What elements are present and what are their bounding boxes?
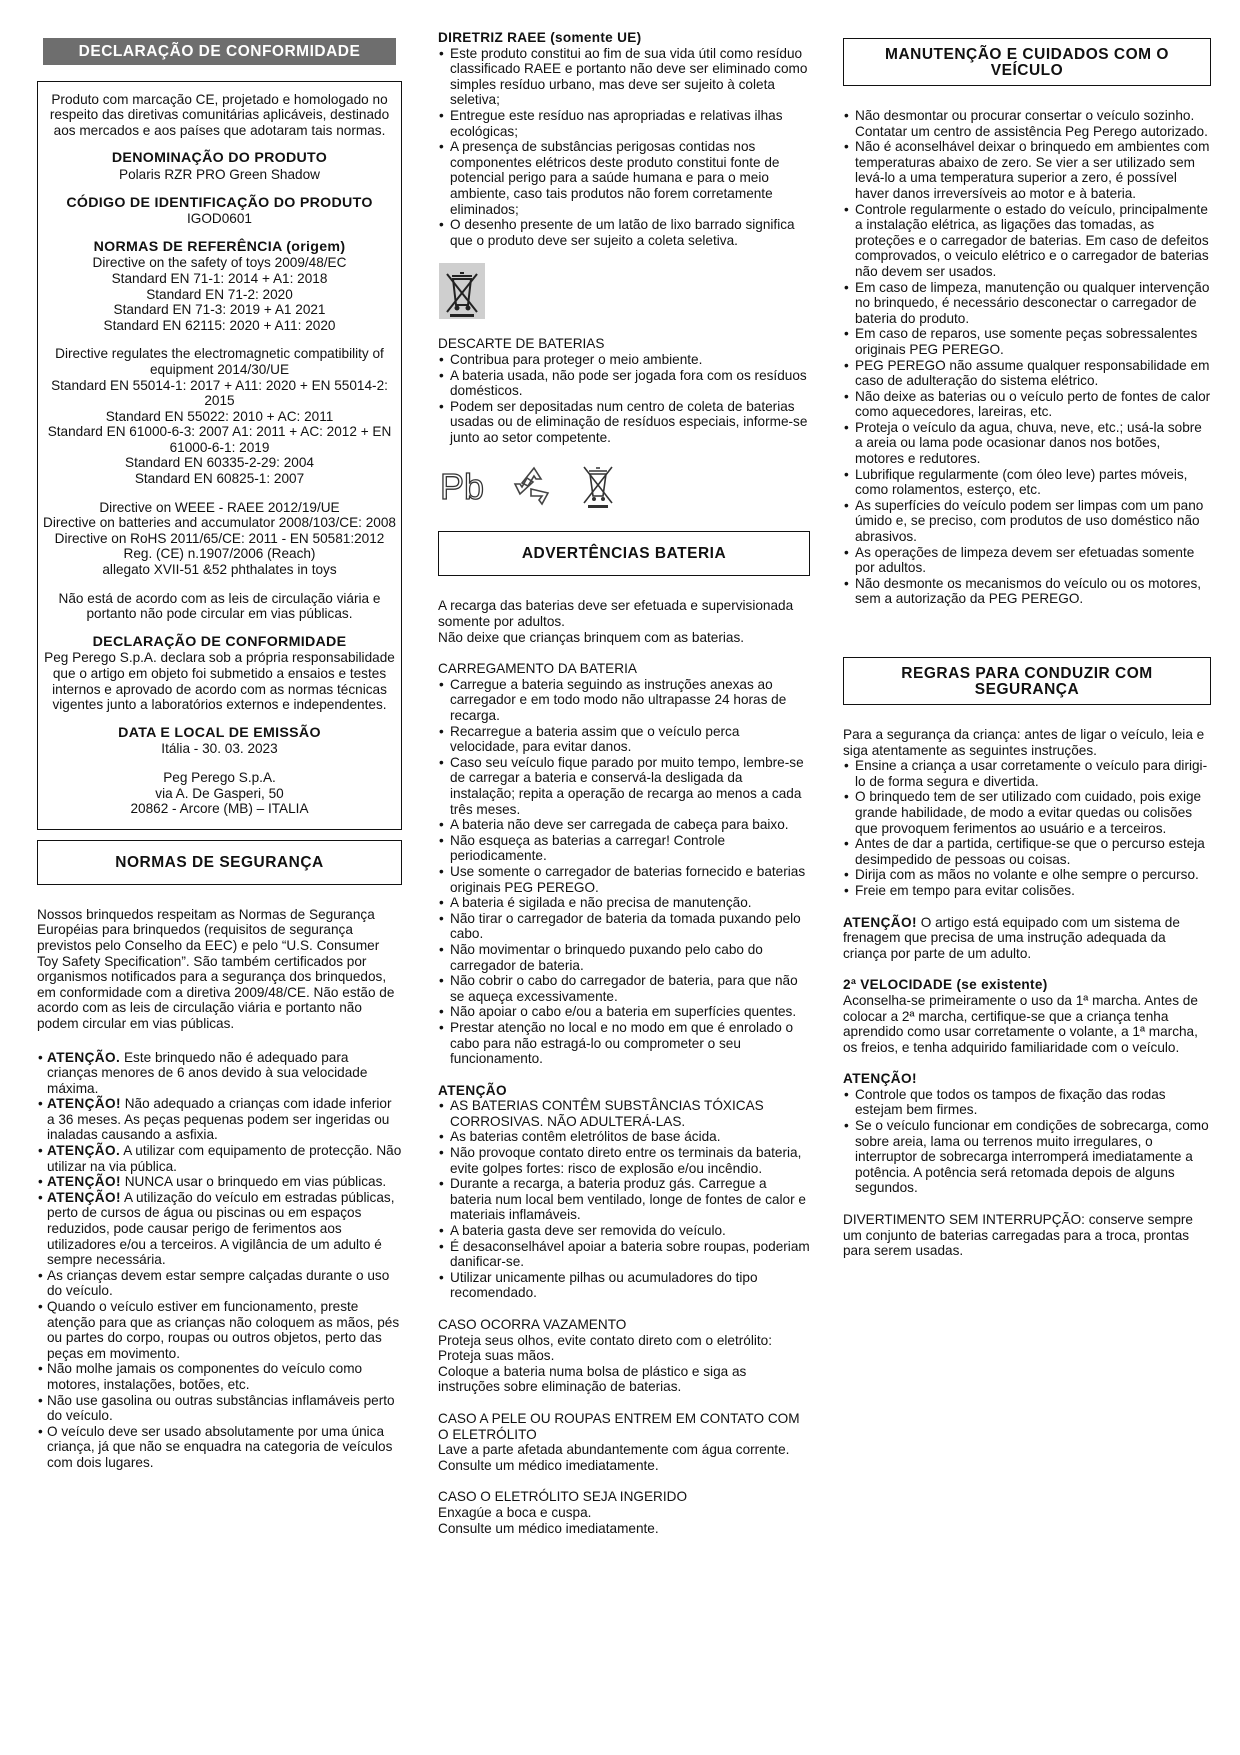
list-item: • Caso seu veículo fique parado por muito tempo, lembre-se de carregar a bateria e conservá-la desligada da instalação; repita a operação de recarga ao menos a cada três meses. <box>438 755 810 817</box>
declaracao-header: DECLARAÇÃO DE CONFORMIDADE <box>43 38 396 65</box>
list-item: • Controle regularmente o estado do veículo, principalmente a instalação elétrica, as ligações das tomadas, as proteções e o carregador de baterias. Em caso de defeitos comprovados, o veiculo elétrico e o carregador de baterias não devem ser usados. <box>843 202 1211 280</box>
list-item: • Dirija com as mãos no volante e olhe sempre o percurso. <box>843 867 1211 883</box>
emc-line: Standard EN 61000-6-3: 2007 A1: 2011 + AC: 2012 + EN 61000-6-1: 2019 <box>47 424 392 455</box>
list-item: • ATENÇÃO! A utilização do veículo em estradas públicas, perto de cursos de água ou piscinas ou em espaços reduzidos, pode causar perigo de ferimentos aos utilizadores e/ou a terceiros. A vigilância de um adulto é sempre necessária. <box>37 1190 402 1268</box>
list-item: • Em caso de limpeza, manutenção ou qualquer intervenção no brinquedo, é necessário desconectar o carregador de bateria do produto. <box>843 280 1211 327</box>
list-item: • Não desmontar ou procurar consertar o veículo sozinho. Contatar um centro de assistência Peg Perego autorizado. <box>843 108 1211 139</box>
raee-title: DIRETRIZ RAEE (somente UE) <box>438 30 642 45</box>
list-item: • Não esqueça as baterias a carregar! Controle periodicamente. <box>438 833 810 864</box>
descarte-list <box>438 352 810 446</box>
normas-seguranca-text: Nossos brinquedos respeitam as Normas de Segurança Européias para brinquedos (requisitos de segurança previstos pelo Conselho da EEC) e pelo “U.S. Consumer Toy Safety Specification”. São também certificados por organismos notificados para a segurança dos brinquedos, em conformidade com a diretiva 2009/48/CE. Não estão de acordo com as leis de circulação viária e portanto não podem circular em vias públicas. <box>37 906 395 1031</box>
list-item: • Podem ser depositadas num centro de coleta de baterias usadas ou de eliminação de resíduos especiais, informe-se junto ao setor competente. <box>438 399 810 446</box>
list-item: • Não tirar o carregador de bateria da tomada puxando pelo cabo. <box>438 911 810 942</box>
ingerido-line: Consulte um médico imediatamente. <box>438 1520 659 1536</box>
velocidade-title: 2ª VELOCIDADE (se existente) <box>843 977 1048 993</box>
pb-lead-icon <box>438 465 490 505</box>
weee-line: Directive on RoHS 2011/65/CE: 2011 - EN 50581:2012 <box>54 530 385 546</box>
vazamento-line: Coloque a bateria numa bolsa de plástico e siga as instruções sobre eliminação de baterias. <box>438 1363 747 1395</box>
manutencao-title: MANUTENÇÃO E CUIDADOS COM O VEÍCULO <box>843 38 1211 86</box>
descarte-title: DESCARTE DE BATERIAS <box>438 336 605 352</box>
list-item: • É desaconselhável apoiar a bateria sobre roupas, poderiam danificar-se. <box>438 1239 810 1270</box>
list-item: • Use somente o carregador de baterias fornecido e baterias originais PEG PEREGO. <box>438 864 810 895</box>
list-item: • Em caso de reparos, use somente peças sobressalentes originais PEG PEREGO. <box>843 326 1211 357</box>
normas-line: Standard EN 71-2: 2020 <box>146 286 293 302</box>
pele-line: Consulte um médico imediatamente. <box>438 1457 659 1473</box>
list-item: • PEG PEREGO não assume qualquer responsabilidade em caso de adulteração do sistema elétrico. <box>843 358 1211 389</box>
atencao-rodas-title: ATENÇÃO! <box>843 1071 917 1087</box>
list-item: • Não provoque contato direto entre os terminais da bateria, evite golpes fortes: risco de explosão e/ou incêndio. <box>438 1145 810 1176</box>
list-item: • As operações de limpeza devem ser efetuadas somente por adultos. <box>843 545 1211 576</box>
address-line: via A. De Gasperi, 50 <box>155 785 284 801</box>
atencao-list <box>37 1050 402 1471</box>
list-item: • A bateria usada, não pode ser jogada fora com os resíduos domésticos. <box>438 368 810 399</box>
divertimento-text: DIVERTIMENTO SEM INTERRUPÇÃO: conserve sempre um conjunto de baterias carregadas para a troca, prontas para serem usadas. <box>843 1212 1193 1259</box>
declaracao-text: Peg Perego S.p.A. declara sob a própria responsabilidade que o artigo em objeto foi submetido a ensaios e testes internos e aprovado de acordo com as normas técnicas vigentes junto a laboratórios externos e independentes. <box>44 650 395 713</box>
list-item: • As baterias contêm eletrólitos de base ácida. <box>438 1129 810 1145</box>
codigo-value: IGOD0601 <box>187 211 252 227</box>
atencao-rodas-list <box>843 1087 1211 1196</box>
pele-line: Lave a parte afetada abundantemente com água corrente. <box>438 1442 790 1458</box>
weee-line: Directive on WEEE - RAEE 2012/19/UE <box>99 499 340 515</box>
list-item: • Não é aconselhável deixar o brinquedo em ambientes com temperaturas abaixo de zero. Se vier a ser utilizado sem levá-lo a uma temperatura superior a zero, é possível haver danos irreversíveis ao motor e à bateria. <box>843 139 1211 201</box>
manutencao-list <box>843 108 1211 607</box>
list-item: • O veículo deve ser usado absolutamente por uma única criança, já que não se enquadra na categoria de veículos com dois lugares. <box>37 1424 402 1471</box>
ingerido-line: Enxagúe a boca e cuspa. <box>438 1504 592 1520</box>
list-item: • Recarregue a bateria assim que o veículo perca velocidade, para evitar danos. <box>438 724 810 755</box>
velocidade-text: Aconselha-se primeiramente o uso da 1ª marcha. Antes de colocar a 2ª marcha, certifique-se que a criança tenha aprendido como usar corretamente o volante, a 1ª marcha, os freios, e tenha adquirido familiaridade com o veículo. <box>843 992 1198 1055</box>
freio-label: ATENÇÃO! <box>843 914 917 930</box>
weee-line: Reg. (CE) n.1907/2006 (Reach) <box>123 546 316 562</box>
list-item: • Utilizar unicamente pilhas ou acumuladores do tipo recomendado. <box>438 1270 810 1301</box>
list-item: • As superfícies do veículo podem ser limpas com um pano úmido e, se preciso, com produtos de uso doméstico não abrasivos. <box>843 498 1211 545</box>
list-item: • Lubrifique regularmente (com óleo leve) partes móveis, como rolamentos, esterço, etc. <box>843 467 1211 498</box>
carregamento-list <box>438 677 810 1067</box>
list-item: • O brinquedo tem de ser utilizado com cuidado, pois exige grande habilidade, de modo a evitar quedas ou colisões que provoquem ferimentos ao usuário e a terceiros. <box>843 789 1211 836</box>
list-item: • Quando o veículo estiver em funcionamento, preste atenção para que as crianças não coloquem as mãos, pés ou partes do corpo, roupas ou outros objetos, perto das peças em movimento. <box>37 1299 402 1361</box>
freio-paragraph <box>843 915 1211 962</box>
normas-line: Standard EN 62115: 2020 + A11: 2020 <box>103 317 336 333</box>
list-item: • Ensine a criança a usar corretamente o veículo para dirigi-lo de forma segura e divertida. <box>843 758 1211 789</box>
list-item: • Não desmonte os mecanismos do veículo ou os motores, sem a autorização da PEG PEREGO. <box>843 576 1211 607</box>
vazamento-line: Proteja seus olhos, evite contato direto com o eletrólito: Proteja suas mãos. <box>438 1332 772 1364</box>
carregamento-title: CARREGAMENTO DA BATERIA <box>438 661 637 677</box>
list-item: • Prestar atenção no local e no modo em que é enrolado o cabo para não estragá-lo ou comprometer o seu funcionamento. <box>438 1020 810 1067</box>
list-item: • ATENÇÃO. A utilizar com equipamento de protecção. Não utilizar na via pública. <box>37 1143 402 1174</box>
list-item: • Se o veículo funcionar em condições de sobrecarga, como sobre areia, lama ou terrenos muito irregulares, o interruptor de sobrecarga interromperá imediatamente a potência. A potência será retomada depois de alguns segundos. <box>843 1118 1211 1196</box>
list-item: • Não movimentar o brinquedo puxando pelo cabo do carregador de bateria. <box>438 942 810 973</box>
list-item: • ATENÇÃO! NUNCA usar o brinquedo em vias públicas. <box>37 1174 402 1190</box>
address-line: Peg Perego S.p.A. <box>163 769 276 785</box>
raee-list <box>438 46 810 249</box>
battery-icon-row <box>438 461 810 509</box>
weee-line: allegato XVII-51 &52 phthalates in toys <box>102 562 337 578</box>
advertencias-line: A recarga das baterias deve ser efetuada e supervisionada somente por adultos. <box>438 598 794 630</box>
normas-title: NORMAS DE REFERÊNCIA (origem) <box>93 238 346 255</box>
list-item: • A bateria gasta deve ser removida do veículo. <box>438 1223 810 1239</box>
crossed-bin-icon <box>578 461 618 509</box>
freio-text: O artigo está equipado com um sistema de frenagem que precisa de uma instrução adequada da criança por parte de um adulto. <box>843 914 1180 961</box>
weee-line: Directive on batteries and accumulator 2008/103/CE: 2008 <box>43 515 396 531</box>
codigo-title: CÓDIGO DE IDENTIFICAÇÃO DO PRODUTO <box>66 194 373 211</box>
list-item: • Não use gasolina ou outras substâncias inflamáveis perto do veículo. <box>37 1393 402 1424</box>
list-item: • Não cobrir o cabo do carregador de bateria, para que não se aqueça excessivamente. <box>438 973 810 1004</box>
regras-title: REGRAS PARA CONDUZIR COM SEGURANÇA <box>843 657 1211 705</box>
list-item: • Antes de dar a partida, certifique-se que o percurso esteja desimpedido de pessoas ou coisas. <box>843 836 1211 867</box>
list-item: • Contribua para proteger o meio ambiente. <box>438 352 810 368</box>
emc-line: Standard EN 55014-1: 2017 + A11: 2020 + EN 55014-2: 2015 <box>51 377 388 409</box>
list-item: • As crianças devem estar sempre calçadas durante o uso do veículo. <box>37 1268 402 1299</box>
normas-line: Directive on the safety of toys 2009/48/EC <box>92 255 347 271</box>
data-title: DATA E LOCAL DE EMISSÃO <box>118 724 321 741</box>
list-item: • A bateria não deve ser carregada de cabeça para baixo. <box>438 817 810 833</box>
declaration-intro: Produto com marcação CE, projetado e homologado no respeito das diretivas comunitárias aplicáveis, destinado aos mercados e aos países que adotaram tais normas. <box>49 91 390 138</box>
list-item: • Este produto constitui ao fim de sua vida útil como resíduo classificado RAEE e portanto não deve ser eliminado como simples resíduo urbano, mas deve ser sujeito à coleta seletiva; <box>438 46 810 108</box>
list-item: • Entregue este resíduo nas apropriadas e relativas ilhas ecológicas; <box>438 108 810 139</box>
list-item: • Não apoiar o cabo e/ou a bateria em superfícies quentes. <box>438 1004 810 1020</box>
advertencias-title: ADVERTÊNCIAS BATERIA <box>438 531 810 576</box>
address-line: 20862 - Arcore (MB) – ITALIA <box>130 801 309 817</box>
list-item: • ATENÇÃO! Não adequado a crianças com idade inferior a 36 meses. As peças pequenas podem ser ingeridas ou inaladas causando a asfixia. <box>37 1096 402 1143</box>
list-item: • A presença de substâncias perigosas contidas nos componentes elétricos deste produto constitui fonte de potencial perigo para a saúde humana e para o meio ambiente, caso tais produtos não forem corretamente eliminados; <box>438 139 810 217</box>
list-item: • Não molhe jamais os componentes do veículo como motores, instalações, botões, etc. <box>37 1361 402 1392</box>
denominacao-title: DENOMINAÇÃO DO PRODUTO <box>111 150 328 167</box>
vazamento-title: CASO OCORRA VAZAMENTO <box>438 1317 627 1332</box>
declaracao-title: DECLARAÇÃO DE CONFORMIDADE <box>92 633 347 650</box>
list-item: • Controle que todos os tampos de fixação das rodas estejam bem firmes. <box>843 1087 1211 1118</box>
atencao-bateria-list <box>438 1098 810 1301</box>
circulacao-text: Não está de acordo com as leis de circulação viária e portanto não pode circular em vias públicas. <box>58 590 381 622</box>
list-item: • AS BATERIAS CONTÊM SUBSTÂNCIAS TÓXICAS CORROSIVAS. NÃO ADULTERÁ-LAS. <box>438 1098 810 1129</box>
emc-line: Directive regulates the electromagnetic compatibility of equipment 2014/30/UE <box>55 346 384 377</box>
weee-icon-row <box>438 262 810 320</box>
regras-list <box>843 758 1211 898</box>
pele-title: CASO A PELE OU ROUPAS ENTREM EM CONTATO COM O ELETRÓLITO <box>438 1410 800 1442</box>
regras-intro: Para a segurança da criança: antes de ligar o veículo, leia e siga atentamente as seguintes instruções. <box>843 727 1205 758</box>
emc-line: Standard EN 60335-2-29: 2004 <box>125 455 314 471</box>
list-item: • O desenho presente de um latão de lixo barrado significa que o produto deve ser sujeito a coleta seletiva. <box>438 217 810 248</box>
data-value: Itália - 30. 03. 2023 <box>161 741 278 757</box>
advertencias-text <box>438 598 810 645</box>
emc-line: Standard EN 60825-1: 2007 <box>134 471 305 487</box>
normas-line: Standard EN 71-3: 2019 + A1 2021 <box>113 302 326 318</box>
list-item: • Não deixe as baterias ou o veículo perto de fontes de calor como aquecedores, lareiras, etc. <box>843 389 1211 420</box>
normas-seguranca-title: NORMAS DE SEGURANÇA <box>37 840 402 885</box>
crossed-bin-icon <box>438 262 486 320</box>
list-item: • Proteja o veículo da agua, chuva, neve, etc.; usá-la sobre a areia ou lama pode ocasionar danos nos botões, motores e redutores. <box>843 420 1211 467</box>
column-3 <box>843 30 1211 1259</box>
ingerido-title: CASO O ELETRÓLITO SEJA INGERIDO <box>438 1489 688 1505</box>
column-2 <box>438 30 810 1536</box>
emc-line: Standard EN 55022: 2010 + AC: 2011 <box>105 408 334 424</box>
list-item: • Durante a recarga, a bateria produz gás. Carregue a bateria num local bem ventilado, longe de fontes de calor e materiais inflamáveis. <box>438 1176 810 1223</box>
normas-line: Standard EN 71-1: 2014 + A1: 2018 <box>111 270 328 286</box>
declaration-box <box>37 81 402 830</box>
list-item: • Freie em tempo para evitar colisões. <box>843 883 1211 899</box>
advertencias-line: Não deixe que crianças brinquem com as baterias. <box>438 629 745 645</box>
pb-symbol: Pb <box>440 466 485 506</box>
atencao-title: ATENÇÃO <box>438 1082 508 1098</box>
recycle-icon <box>512 463 556 507</box>
list-item: • ATENÇÃO. Este brinquedo não é adequado para crianças menores de 6 anos devido à sua velocidade máxima. <box>37 1050 402 1097</box>
column-1 <box>37 30 402 1471</box>
denominacao-value: Polaris RZR PRO Green Shadow <box>119 166 320 182</box>
list-item: • A bateria é sigilada e não precisa de manutenção. <box>438 895 810 911</box>
list-item: • Carregue a bateria seguindo as instruções anexas ao carregador e em todo modo não ultrapasse 24 horas de recarga. <box>438 677 810 724</box>
